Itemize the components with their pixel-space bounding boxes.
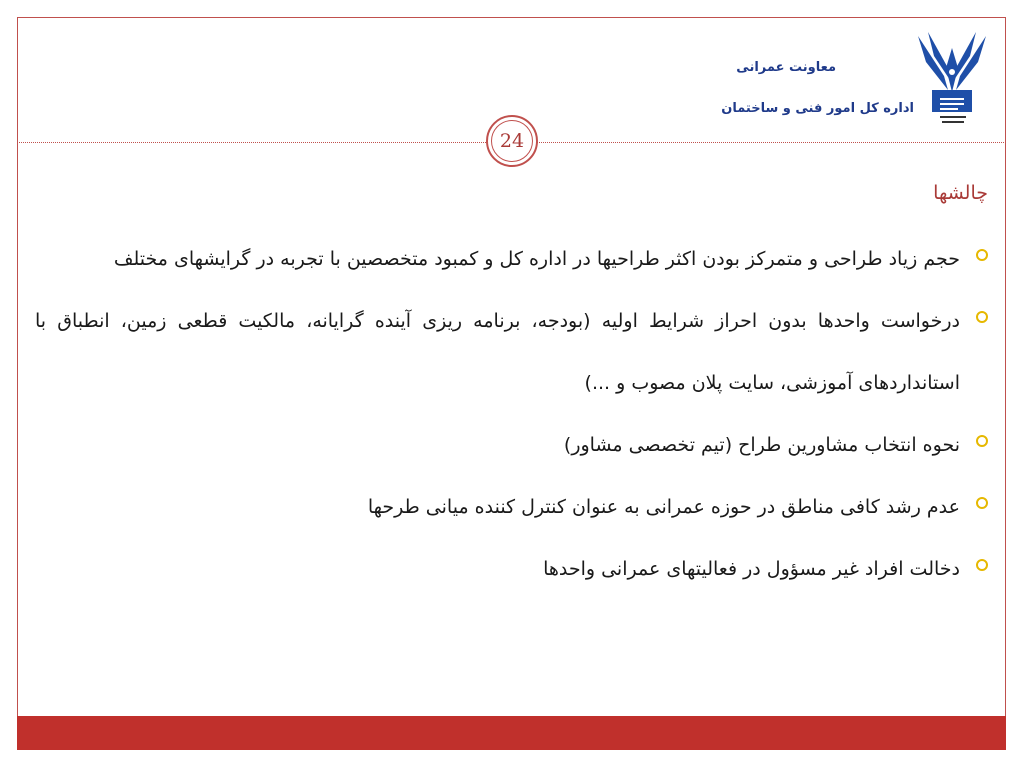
bullet-circle-icon — [976, 497, 988, 509]
footer-bar — [17, 716, 1006, 750]
bullet-item: درخواست واحدها بدون احراز شرایط اولیه (بودجه، برنامه ریزی آینده گرایانه، مالکیت قطعی زمین، انطباق با استانداردهای آموزشی، سایت پلان مصوب و ...) — [35, 290, 960, 414]
bullet-item: نحوه انتخاب مشاورین طراح (تیم تخصصی مشاور) — [35, 414, 960, 476]
org-title: اداره کل امور فنی و ساختمان — [721, 101, 914, 116]
bullet-list — [35, 228, 960, 600]
bullet-item: حجم زیاد طراحی و متمرکز بودن اکثر طراحیها در اداره کل و کمبود متخصصین با تجربه در گرایشهای مختلف — [35, 228, 960, 290]
bullet-circle-icon — [976, 249, 988, 261]
bullet-circle-icon — [976, 559, 988, 571]
bullet-item: دخالت افراد غیر مسؤول در فعالیتهای عمرانی واحدها — [35, 538, 960, 600]
section-title: چالشها — [933, 182, 988, 204]
university-logo — [914, 28, 990, 132]
page-number: 24 — [499, 130, 525, 152]
bullet-circle-icon — [976, 435, 988, 447]
page-number-badge — [486, 115, 538, 167]
bullet-circle-icon — [976, 311, 988, 323]
bullet-item: عدم رشد کافی مناطق در حوزه عمرانی به عنوان کنترل کننده میانی طرحها — [35, 476, 960, 538]
org-subtitle: معاونت عمرانی — [736, 60, 836, 75]
